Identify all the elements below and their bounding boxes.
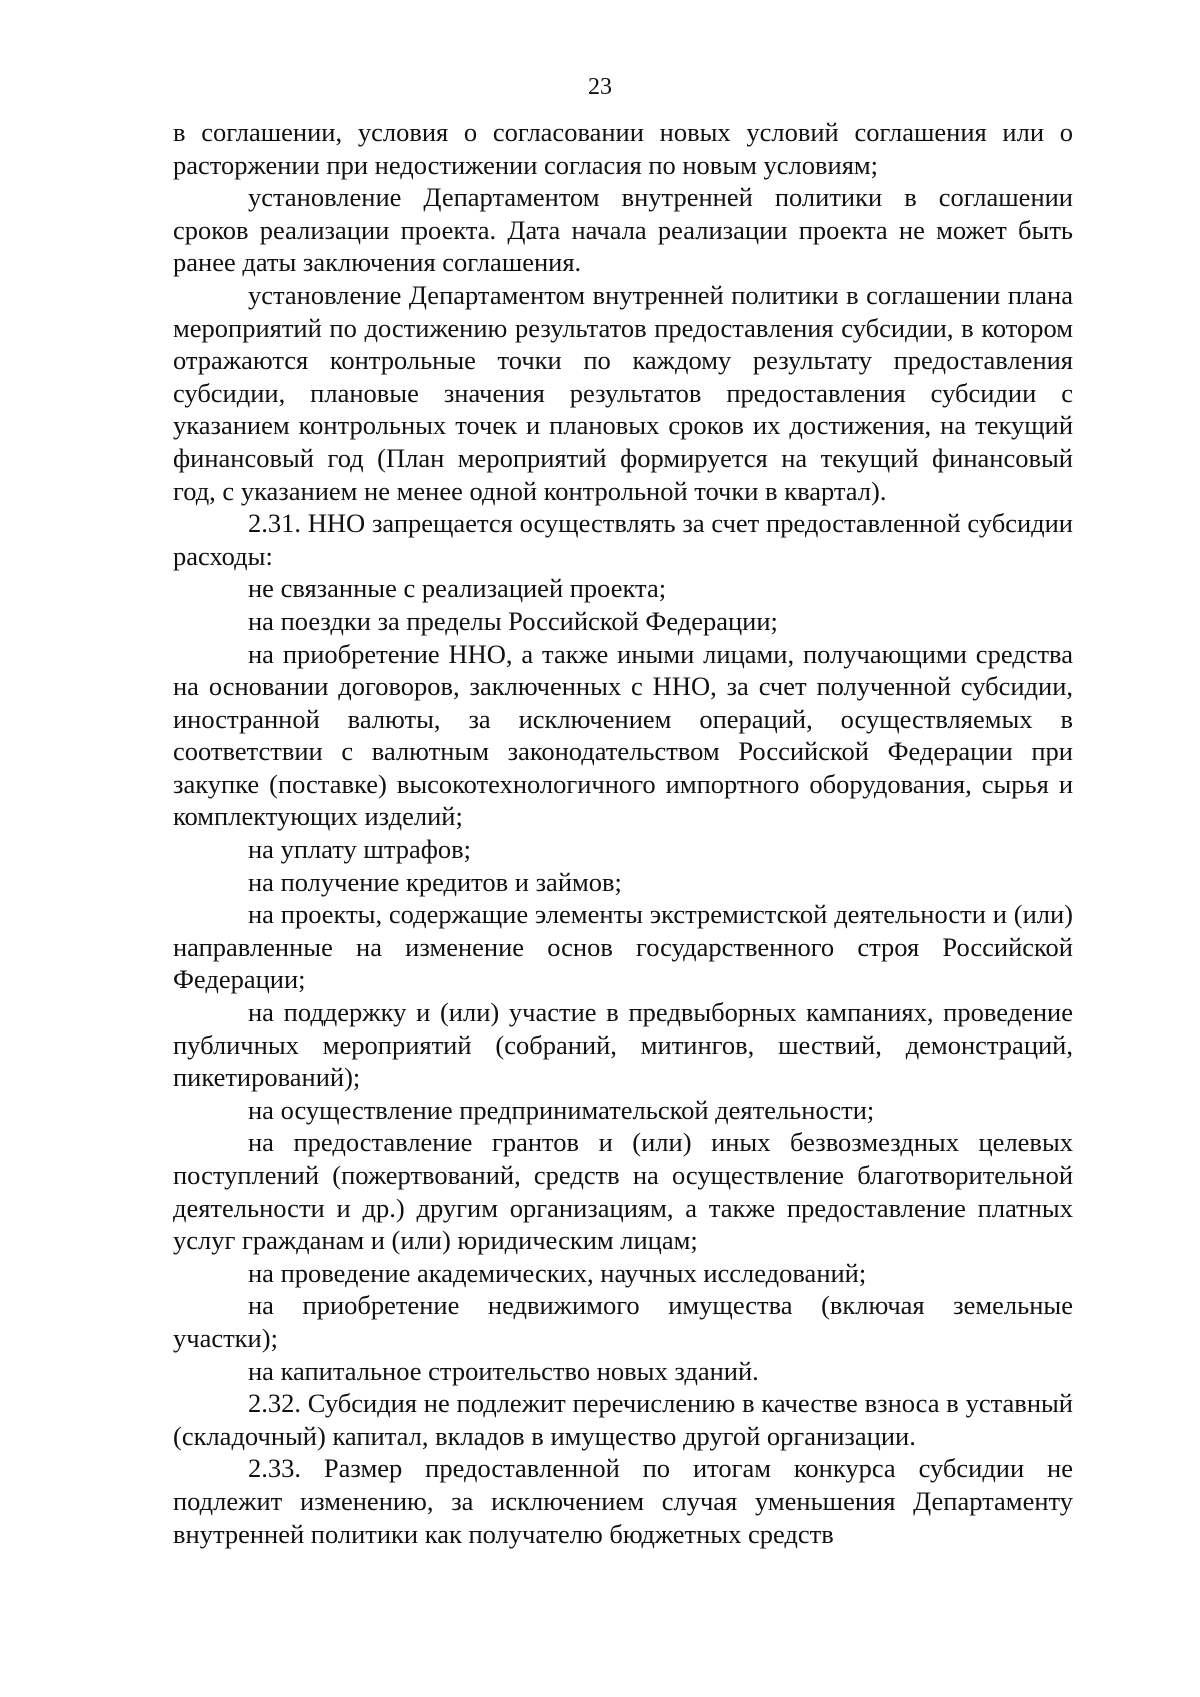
paragraph: на получение кредитов и займов; <box>248 866 622 897</box>
paragraph: на приобретение ННО, а также иными лицами, получающими средства на основании договоров, заключенных с ННО, за счет полученной субсидии, иностранной валюты, за исключением операций, осуществляемых в соответствии с валютным законодательством Российской Федерации при закупке (поставке) высокотехнологичного импортного оборудования, сырья и комплектующих изделий; <box>173 638 1073 832</box>
paragraph: установление Департаментом внутренней политики в соглашении плана мероприятий по достижению результатов предоставления субсидии, в котором отражаются контрольные точки по каждому результату предоставления субсидии, плановые значения результатов предоставления субсидии с указанием контрольных точек и плановых сроков их достижения, на текущий финансовый год (План мероприятий формируется на текущий финансовый год, с указанием не менее одной контрольной точки в квартал). <box>173 279 1073 506</box>
paragraph: на уплату штрафов; <box>248 834 472 865</box>
paragraph: на поездки за пределы Российской Федерации; <box>248 605 778 636</box>
paragraph: на проведение академических, научных исследований; <box>248 1257 867 1288</box>
paragraph: 2.33. Размер предоставленной по итогам конкурса субсидии не подлежит изменению, за исключением случая уменьшения Департаменту внутренней политики как получателю бюджетных средств <box>173 1453 1073 1549</box>
paragraph: на приобретение недвижимого имущества (включая земельные участки); <box>173 1290 1073 1353</box>
paragraph: на поддержку и (или) участие в предвыборных кампаниях, проведение публичных мероприятий (собраний, митингов, шествий, демонстраций, пикетирований); <box>173 997 1073 1093</box>
paragraph: не связанные с реализацией проекта; <box>248 573 667 604</box>
paragraph: 2.31. ННО запрещается осуществлять за счет предоставленной субсидии расходы: <box>173 508 1073 571</box>
paragraph: установление Департаментом внутренней политики в соглашении сроков реализации проекта. Дата начала реализации проекта не может быть ранее даты заключения соглашения. <box>173 182 1073 278</box>
paragraph: на предоставление грантов и (или) иных безвозмездных целевых поступлений (пожертвований, средств на осуществление благотворительной деятельности и др.) другим организациям, а также предоставление платных услуг гражданам и (или) юридическим лицам; <box>173 1127 1073 1256</box>
paragraph: 2.32. Субсидия не подлежит перечислению в качестве взноса в уставный (складочный) капитал, вкладов в имущество другой организации. <box>173 1388 1073 1451</box>
page-number: 23 <box>588 74 612 100</box>
paragraph: в соглашении, условия о согласовании новых условий соглашения или о расторжении при недостижении согласия по новым условиям; <box>173 117 1073 180</box>
document-body <box>173 116 1073 1550</box>
paragraph: на проекты, содержащие элементы экстремистской деятельности и (или) направленные на изменение основ государственного строя Российской Федерации; <box>173 899 1073 995</box>
paragraph: на осуществление предпринимательской деятельности; <box>248 1094 875 1125</box>
paragraph: на капитальное строительство новых зданий. <box>248 1355 759 1386</box>
